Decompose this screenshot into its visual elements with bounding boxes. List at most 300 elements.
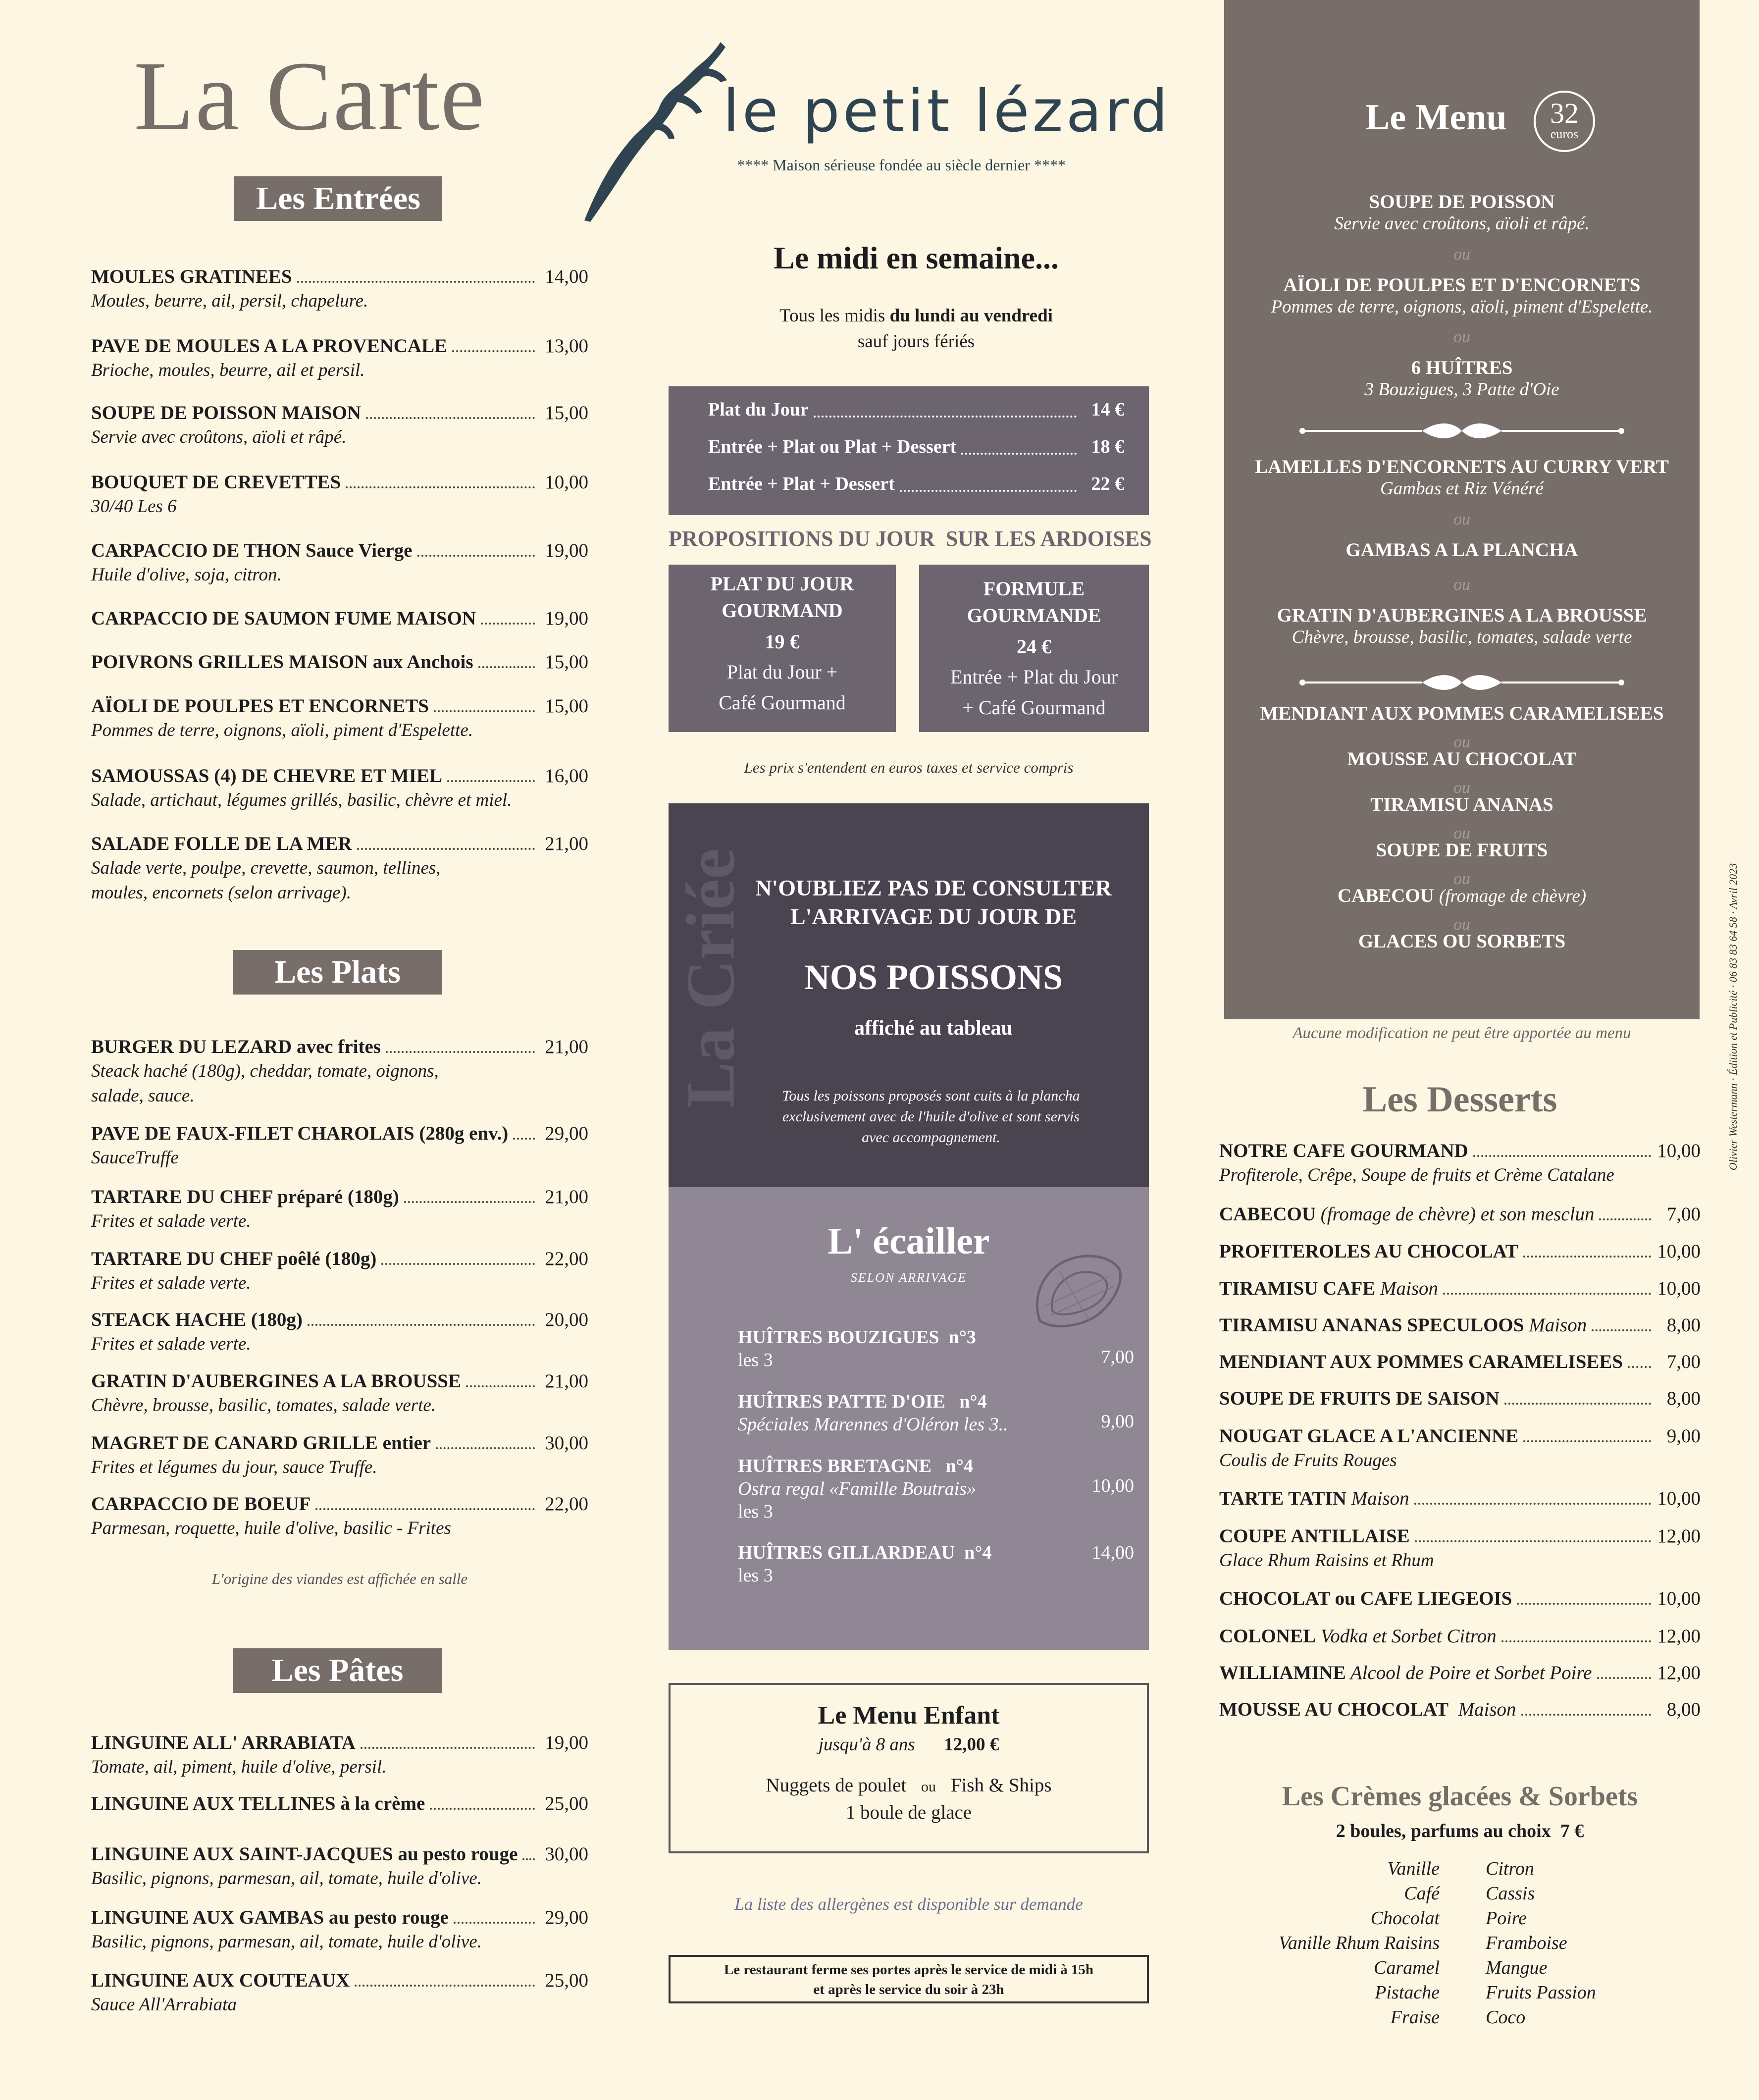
logo-name: le petit lézard xyxy=(723,77,1171,145)
dessert-price: 7,00 xyxy=(1666,1351,1701,1372)
dessert-name xyxy=(1219,1487,1409,1511)
oyster-item xyxy=(738,1455,1134,1523)
leader-dots xyxy=(386,1051,535,1053)
menu-item xyxy=(91,1969,588,2017)
criee-note2: exclusivement avec de l'huile d'olive et sont servis xyxy=(782,1108,1080,1125)
box2-d2: + Café Gourmand xyxy=(962,696,1106,719)
dessert-item xyxy=(1219,1350,1701,1374)
dessert-name-main: TIRAMISU CAFE xyxy=(1219,1278,1376,1299)
box2-d1: Entrée + Plat du Jour xyxy=(950,666,1118,688)
dessert-name-main: WILLIAMINE xyxy=(1219,1662,1346,1683)
ou-separator: ou xyxy=(1453,510,1470,528)
item-desc: Frites et salade verte. xyxy=(91,1273,251,1293)
menu-item xyxy=(91,1185,588,1234)
item-name: CARPACCIO DE THON Sauce Vierge xyxy=(91,540,413,561)
menu-panel xyxy=(1224,0,1700,1019)
dessert-name-main: MOUSSE AU CHOCOLAT xyxy=(1219,1699,1449,1720)
flavor-item: Coco xyxy=(1486,2007,1526,2028)
box1-d1: Plat du Jour + xyxy=(726,661,838,683)
dessert-price: 12,00 xyxy=(1657,1626,1701,1647)
dessert-price: 12,00 xyxy=(1657,1662,1701,1683)
dessert-name-main: SOUPE DE FRUITS DE SAISON xyxy=(1219,1388,1500,1409)
item-desc: Sauce All'Arrabiata xyxy=(91,1995,237,2015)
item-name: LINGUINE AUX SAINT-JACQUES au pesto rouge xyxy=(91,1843,518,1865)
item-price: 14,00 xyxy=(545,266,588,287)
menu-course-desc: Gambas et Riz Vénéré xyxy=(1380,478,1544,499)
dessert-name-main: CHOCOLAT ou CAFE LIEGEOIS xyxy=(1219,1588,1512,1609)
item-price: 19,00 xyxy=(545,540,588,561)
menu-item xyxy=(91,401,588,450)
item-price: 25,00 xyxy=(545,1970,588,1991)
dessert-name xyxy=(1219,1387,1500,1411)
leader-dots xyxy=(404,1201,535,1203)
item-name: SALADE FOLLE DE LA MER xyxy=(91,833,352,854)
dessert-price: 10,00 xyxy=(1657,1588,1701,1609)
flavor-item: Mangue xyxy=(1486,1957,1548,1978)
item-desc: Moules, beurre, ail, persil, chapelure. xyxy=(91,291,368,311)
item-name: LINGUINE AUX TELLINES à la crème xyxy=(91,1793,425,1814)
formules-box xyxy=(669,386,1149,515)
leader-dots xyxy=(366,417,535,419)
dessert-name xyxy=(1219,1587,1512,1611)
item-price: 29,00 xyxy=(545,1907,588,1928)
oyster-item xyxy=(738,1390,1134,1436)
menu-course-name: MOUSSE AU CHOCOLAT xyxy=(1347,748,1577,770)
menu-item xyxy=(91,1431,588,1480)
menu-item xyxy=(91,650,588,674)
criee-big: NOS POISSONS xyxy=(804,957,1063,997)
menu-item xyxy=(91,1308,588,1357)
menu-course-item xyxy=(1224,274,1700,317)
menu-course-desc: 3 Bouzigues, 3 Patte d'Oie xyxy=(1364,379,1559,400)
item-price: 16,00 xyxy=(545,765,588,787)
item-desc: Brioche, moules, beurre, ail et persil. xyxy=(91,360,365,380)
dessert-price: 10,00 xyxy=(1657,1241,1701,1262)
leader-dots xyxy=(447,780,535,782)
leader-dots xyxy=(417,555,535,557)
item-desc: Parmesan, roquette, huile d'olive, basilic - Frites xyxy=(91,1518,451,1538)
horaires-box xyxy=(669,1955,1149,2003)
item-price: 22,00 xyxy=(545,1248,588,1269)
leader-dots xyxy=(1599,1218,1651,1220)
section-title-desserts: Les Desserts xyxy=(1362,1079,1557,1120)
menu-course-name: 6 HUÎTRES xyxy=(1411,357,1513,378)
item-desc: Basilic, pignons, parmesan, ail, tomate, huile d'olive. xyxy=(91,1932,482,1952)
item-name: CARPACCIO DE BOEUF xyxy=(91,1493,311,1515)
section-title-entrees: Les Entrées xyxy=(234,176,442,221)
menu-title: Le Menu xyxy=(1365,97,1507,138)
ou-separator: ou xyxy=(1453,328,1470,346)
dessert-name-main: PROFITEROLES AU CHOCOLAT xyxy=(1219,1241,1518,1262)
criee-note1: Tous les poissons proposés sont cuits à la plancha xyxy=(782,1088,1080,1104)
enfant-ou: ou xyxy=(921,1779,936,1795)
item-price: 15,00 xyxy=(545,695,588,717)
oyster-icon xyxy=(1030,1247,1124,1331)
dessert-item xyxy=(1219,1313,1701,1337)
formule-gourmande-box xyxy=(919,565,1149,732)
oyster-line: Ostra regal «Famille Boutrais» xyxy=(738,1478,976,1499)
item-name: PAVE DE FAUX-FILET CHAROLAIS (280g env.) xyxy=(91,1123,509,1144)
logo xyxy=(579,35,1171,228)
leader-dots xyxy=(1414,1503,1651,1505)
menu-course-desc: Servie avec croûtons, aïoli et râpé. xyxy=(1334,213,1590,234)
menu-item xyxy=(91,1369,588,1418)
dessert-item xyxy=(1219,1587,1701,1611)
leader-dots xyxy=(1504,1403,1651,1405)
item-name: AÏOLI DE POULPES ET ENCORNETS xyxy=(91,695,429,717)
box2-t1: FORMULE xyxy=(983,578,1085,600)
ou-separator: ou xyxy=(1453,733,1470,751)
dessert-name-extra: Alcool de Poire et Sorbet Poire xyxy=(1345,1662,1592,1683)
dessert-item xyxy=(1219,1424,1701,1473)
item-name: SAMOUSSAS (4) DE CHEVRE ET MIEL xyxy=(91,765,442,787)
dessert-name-extra: Maison xyxy=(1375,1278,1439,1299)
menu-note: Aucune modification ne peut être apportée au menu xyxy=(1293,1024,1631,1042)
menu-course-item xyxy=(1224,930,1700,952)
menu-course-desc: Chèvre, brousse, basilic, tomates, salade verte xyxy=(1292,627,1632,647)
dessert-price: 10,00 xyxy=(1657,1278,1701,1299)
allergenes-note: La liste des allergènes est disponible sur demande xyxy=(734,1894,1083,1914)
leader-dots xyxy=(1523,1440,1651,1442)
section-title-plats: Les Plats xyxy=(233,950,442,995)
dessert-name-main: NOTRE CAFE GOURMAND xyxy=(1219,1140,1468,1161)
box1-t1: PLAT DU JOUR xyxy=(710,573,854,595)
menu-item xyxy=(91,1035,588,1108)
flavor-item: Poire xyxy=(1486,1908,1527,1929)
dessert-price: 10,00 xyxy=(1657,1140,1701,1161)
oyster-name: HUÎTRES BOUZIGUES n°3 xyxy=(738,1327,976,1348)
leader-dots xyxy=(381,1263,535,1265)
dessert-desc: Glace Rhum Raisins et Rhum xyxy=(1219,1550,1434,1571)
menu-course-item xyxy=(1224,793,1700,816)
enfant-item3: 1 boule de glace xyxy=(845,1802,972,1823)
item-name: LINGUINE ALL' ARRABIATA xyxy=(91,1732,356,1753)
menu-item xyxy=(91,265,588,314)
prix-note: Les prix s'entendent en euros taxes et service compris xyxy=(744,759,1074,776)
dessert-name xyxy=(1219,1698,1516,1722)
glaces-title: Les Crèmes glacées & Sorbets xyxy=(1282,1781,1638,1812)
dessert-name-extra: Maison xyxy=(1449,1699,1516,1720)
criee-box xyxy=(669,803,1149,1187)
enfant-title: Le Menu Enfant xyxy=(818,1701,1000,1730)
flavor-item: Vanille Rhum Raisins xyxy=(1278,1933,1440,1953)
item-name: CARPACCIO DE SAUMON FUME MAISON xyxy=(91,608,476,629)
menu-course-item xyxy=(1224,456,1700,499)
flavor-item: Caramel xyxy=(1374,1957,1440,1978)
dessert-item xyxy=(1219,1139,1701,1188)
dessert-item xyxy=(1219,1661,1701,1685)
box2-t2: GOURMANDE xyxy=(967,604,1101,627)
flavor-item: Chocolat xyxy=(1370,1908,1440,1929)
flavor-item: Vanille xyxy=(1387,1858,1440,1879)
item-desc: 30/40 Les 6 xyxy=(91,496,177,517)
glaces-left-list xyxy=(1219,1856,1440,2030)
leader-dots xyxy=(900,490,1077,492)
page-title: La Carte xyxy=(133,42,486,151)
leader-dots xyxy=(814,416,1077,418)
criee-note3: avec accompagnement. xyxy=(862,1129,1000,1146)
oyster-line: les 3 xyxy=(738,1350,773,1370)
menu-price: 32 xyxy=(1550,97,1579,129)
leader-dots xyxy=(315,1508,535,1510)
dessert-name-extra: Vodka et Sorbet Citron xyxy=(1316,1626,1497,1647)
menu-item xyxy=(91,471,588,519)
menu-item xyxy=(91,1842,588,1891)
leader-dots xyxy=(355,1985,535,1987)
dessert-item xyxy=(1219,1625,1701,1648)
leader-dots xyxy=(434,710,535,712)
menu-item xyxy=(91,1122,588,1170)
menu-course-item xyxy=(1224,839,1700,861)
formule-label: Entrée + Plat + Dessert xyxy=(708,473,895,494)
leader-dots xyxy=(1592,1329,1651,1331)
item-price: 19,00 xyxy=(545,608,588,629)
box1-d2: Café Gourmand xyxy=(719,691,846,714)
dessert-name-main: TARTE TATIN xyxy=(1219,1488,1346,1509)
flavor-item: Café xyxy=(1404,1883,1440,1904)
dessert-name-extra: (fromage de chèvre) et son mesclun xyxy=(1316,1204,1595,1225)
ornament-divider-icon xyxy=(1298,419,1625,443)
oyster-line: Spéciales Marennes d'Oléron les 3.. xyxy=(738,1414,1008,1435)
dessert-price: 8,00 xyxy=(1666,1388,1701,1409)
dessert-name-main: NOUGAT GLACE A L'ANCIENNE xyxy=(1219,1425,1519,1447)
menu-course-item xyxy=(1224,604,1700,648)
menu-item xyxy=(91,1906,588,1954)
item-name: SOUPE DE POISSON MAISON xyxy=(91,402,362,423)
dessert-item xyxy=(1219,1698,1701,1722)
dessert-name xyxy=(1219,1139,1468,1163)
oyster-price: 10,00 xyxy=(1091,1475,1134,1496)
menu-currency: euros xyxy=(1550,127,1579,141)
enfant-price: 12,00 € xyxy=(944,1734,999,1755)
ou-separator: ou xyxy=(1453,915,1470,934)
menu-course-item xyxy=(1224,191,1700,234)
menu-course-name: TIRAMISU ANANAS xyxy=(1370,794,1553,815)
leader-dots xyxy=(478,666,535,668)
item-name: BOUQUET DE CREVETTES xyxy=(91,472,341,493)
criee-vertical-text: La Criée xyxy=(672,848,749,1108)
leader-dots xyxy=(1501,1640,1651,1642)
menu-course-item xyxy=(1224,357,1700,400)
dessert-item xyxy=(1219,1387,1701,1411)
menu-course-name: SOUPE DE FRUITS xyxy=(1376,840,1548,861)
item-name: LINGUINE AUX GAMBAS au pesto rouge xyxy=(91,1907,449,1928)
menu-course-item xyxy=(1224,748,1700,770)
dessert-name xyxy=(1219,1524,1410,1548)
flavor-item: Citron xyxy=(1486,1858,1534,1879)
leader-dots xyxy=(308,1324,535,1326)
enfant-age: jusqu'à 8 ans xyxy=(818,1734,915,1755)
dessert-name xyxy=(1219,1625,1497,1648)
menu-course-name: SOUPE DE POISSON xyxy=(1369,191,1555,212)
item-price: 30,00 xyxy=(545,1843,588,1865)
midi-title: Le midi en semaine... xyxy=(774,240,1059,275)
ou-separator: ou xyxy=(1453,870,1470,888)
leader-dots xyxy=(1597,1677,1652,1679)
formule-label: Entrée + Plat ou Plat + Dessert xyxy=(708,436,957,457)
item-desc: Salade verte, poulpe, crevette, saumon, tellines, moules, encornets (selon arrivage). xyxy=(91,858,441,903)
menu-course-desc: (fromage de chèvre) xyxy=(1439,886,1587,906)
menu-item xyxy=(91,832,588,905)
item-desc: Salade, artichaut, légumes grillés, basilic, chèvre et miel. xyxy=(91,790,512,810)
leader-dots xyxy=(1521,1714,1651,1716)
leader-dots xyxy=(454,1922,535,1924)
formule-price: 14 € xyxy=(1091,399,1124,420)
dessert-price: 9,00 xyxy=(1666,1425,1701,1447)
item-name: GRATIN D'AUBERGINES A LA BROUSSE xyxy=(91,1370,461,1392)
item-desc: Steack haché (180g), cheddar, tomate, oignons, salade, sauce. xyxy=(91,1061,439,1106)
item-desc: Frites et salade verte. xyxy=(91,1334,251,1354)
dessert-name-main: TIRAMISU ANANAS SPECULOOS xyxy=(1219,1314,1524,1336)
oyster-name: HUÎTRES BRETAGNE n°4 xyxy=(738,1456,973,1476)
item-name: MAGRET DE CANARD GRILLE entier xyxy=(91,1432,431,1454)
menu-course-name: LAMELLES D'ENCORNETS AU CURRY VERT xyxy=(1255,456,1669,477)
leader-dots xyxy=(522,1858,535,1860)
menu-course-name: AÏOLI DE POULPES ET D'ENCORNETS xyxy=(1283,274,1641,296)
leader-dots xyxy=(346,486,535,488)
dessert-desc: Profiterole, Crêpe, Soupe de fruits et Crème Catalane xyxy=(1219,1165,1614,1185)
dessert-name-main: CABECOU xyxy=(1219,1204,1316,1225)
viandes-note: L'origine des viandes est affichée en salle xyxy=(211,1570,468,1587)
menu-course-name: GLACES OU SORBETS xyxy=(1358,931,1566,952)
menu-course-desc: Pommes de terre, oignons, aïoli, piment d'Espelette. xyxy=(1271,297,1653,317)
dessert-name-extra: Maison xyxy=(1524,1314,1587,1336)
menu-item xyxy=(91,764,588,813)
dessert-name xyxy=(1219,1277,1438,1301)
horaires-line2: et après le service du soir à 23h xyxy=(813,1982,1004,1997)
credit-text: Olivier Westermann · Édition et Publicité · 06 83 83 64 58 · Avril 2023 xyxy=(1727,863,1739,1171)
menu-item xyxy=(91,334,588,383)
item-price: 19,00 xyxy=(545,1732,588,1753)
formule-price: 22 € xyxy=(1091,473,1124,494)
item-name: TARTARE DU CHEF poêlé (180g) xyxy=(91,1248,377,1269)
ecailler-box xyxy=(669,1187,1149,1650)
item-price: 10,00 xyxy=(545,472,588,493)
flavor-item: Pistache xyxy=(1375,1982,1440,2003)
dessert-name-main: COLONEL xyxy=(1219,1626,1316,1647)
leader-dots xyxy=(361,1747,535,1749)
plat-gourmand-box xyxy=(669,565,896,732)
logo-tagline: **** Maison sérieuse fondée au siècle dernier **** xyxy=(737,156,1066,174)
criee-line1: N'OUBLIEZ PAS DE CONSULTER xyxy=(755,875,1112,900)
dessert-price: 7,00 xyxy=(1666,1204,1701,1225)
dessert-name xyxy=(1219,1350,1623,1374)
menu-enfant-box xyxy=(669,1683,1149,1853)
dessert-item xyxy=(1219,1203,1701,1226)
ecailler-title: L' écailler xyxy=(828,1220,990,1262)
ornament-divider-icon xyxy=(1298,670,1625,695)
formule-row xyxy=(708,391,1124,428)
item-price: 20,00 xyxy=(545,1309,588,1330)
leader-dots xyxy=(513,1138,535,1140)
menu-course-name: GAMBAS A LA PLANCHA xyxy=(1345,539,1578,561)
ecailler-sub: SELON ARRIVAGE xyxy=(850,1270,967,1285)
leader-dots xyxy=(1628,1366,1651,1368)
formule-row xyxy=(708,428,1124,466)
menu-item xyxy=(91,1247,588,1296)
leader-dots xyxy=(430,1808,535,1810)
menu-item xyxy=(91,539,588,587)
item-desc: Huile d'olive, soja, citron. xyxy=(91,565,282,585)
section-title-pates: Les Pâtes xyxy=(233,1648,442,1693)
box2-price: 24 € xyxy=(1017,635,1051,658)
leader-dots xyxy=(961,453,1076,455)
ou-separator: ou xyxy=(1453,576,1470,594)
flavor-item: Cassis xyxy=(1486,1883,1535,1904)
oyster-price: 14,00 xyxy=(1091,1542,1134,1563)
oyster-item xyxy=(738,1326,1134,1371)
leader-dots xyxy=(466,1385,535,1387)
item-price: 13,00 xyxy=(545,335,588,357)
leader-dots xyxy=(357,848,535,850)
menu-course-item xyxy=(1224,885,1700,907)
horaires-line1: Le restaurant ferme ses portes après le service de midi à 15h xyxy=(724,1962,1094,1978)
item-price: 15,00 xyxy=(545,651,588,673)
glaces-right-list xyxy=(1486,1856,1684,2030)
item-price: 22,00 xyxy=(545,1493,588,1515)
dessert-price: 8,00 xyxy=(1666,1314,1701,1336)
midi-line1a: Tous les midis xyxy=(779,306,890,326)
enfant-item1: Nuggets de poulet xyxy=(766,1775,907,1796)
menu-course-item xyxy=(1224,702,1700,725)
item-name: BURGER DU LEZARD avec frites xyxy=(91,1036,381,1057)
item-desc: Tomate, ail, piment, huile d'olive, persil. xyxy=(91,1757,387,1777)
leader-dots xyxy=(1443,1293,1651,1295)
dessert-name xyxy=(1219,1240,1518,1263)
menu-item xyxy=(91,607,588,630)
item-name: STEACK HACHE (180g) xyxy=(91,1309,303,1330)
menu-price-badge xyxy=(1534,91,1595,152)
formule-price: 18 € xyxy=(1091,436,1124,457)
item-price: 25,00 xyxy=(545,1793,588,1814)
criee-sub: affiché au tableau xyxy=(854,1017,1013,1040)
flavor-item: Fraise xyxy=(1390,2007,1440,2028)
item-name: LINGUINE AUX COUTEAUX xyxy=(91,1970,350,1991)
dessert-name-main: COUPE ANTILLAISE xyxy=(1219,1525,1410,1547)
box1-t2: GOURMAND xyxy=(722,599,843,622)
leader-dots xyxy=(481,623,535,625)
menu-item xyxy=(91,1731,588,1780)
dessert-desc: Coulis de Fruits Rouges xyxy=(1219,1450,1397,1470)
item-price: 21,00 xyxy=(545,833,588,854)
oyster-name: HUÎTRES PATTE D'OIE n°4 xyxy=(738,1391,987,1412)
item-name: POIVRONS GRILLES MAISON aux Anchois xyxy=(91,651,473,673)
ou-separator: ou xyxy=(1453,779,1470,797)
midi-subtitle xyxy=(669,303,1164,355)
oyster-line: les 3 xyxy=(738,1565,773,1586)
oyster-name: HUÎTRES GILLARDEAU n°4 xyxy=(738,1542,992,1563)
menu-item xyxy=(91,1492,588,1541)
dessert-item xyxy=(1219,1524,1701,1573)
dessert-name xyxy=(1219,1313,1587,1337)
dessert-item xyxy=(1219,1487,1701,1511)
menu-course-name: GRATIN D'AUBERGINES A LA BROUSSE xyxy=(1277,605,1647,626)
leader-dots xyxy=(452,350,535,352)
item-price: 30,00 xyxy=(545,1432,588,1454)
dessert-price: 8,00 xyxy=(1666,1699,1701,1720)
item-price: 21,00 xyxy=(545,1186,588,1208)
dessert-name xyxy=(1219,1424,1518,1448)
item-price: 21,00 xyxy=(545,1036,588,1057)
midi-line2: sauf jours fériés xyxy=(857,331,975,352)
oyster-price: 9,00 xyxy=(1101,1411,1134,1432)
midi-line1b: du lundi au vendredi xyxy=(889,306,1053,326)
item-desc: Servie avec croûtons, aïoli et râpé. xyxy=(91,427,347,447)
leader-dots xyxy=(1415,1540,1651,1542)
propositions-title: PROPOSITIONS DU JOUR SUR LES ARDOISES xyxy=(669,526,1152,551)
oyster-price: 7,00 xyxy=(1101,1347,1134,1367)
item-name: MOULES GRATINEES xyxy=(91,266,292,287)
